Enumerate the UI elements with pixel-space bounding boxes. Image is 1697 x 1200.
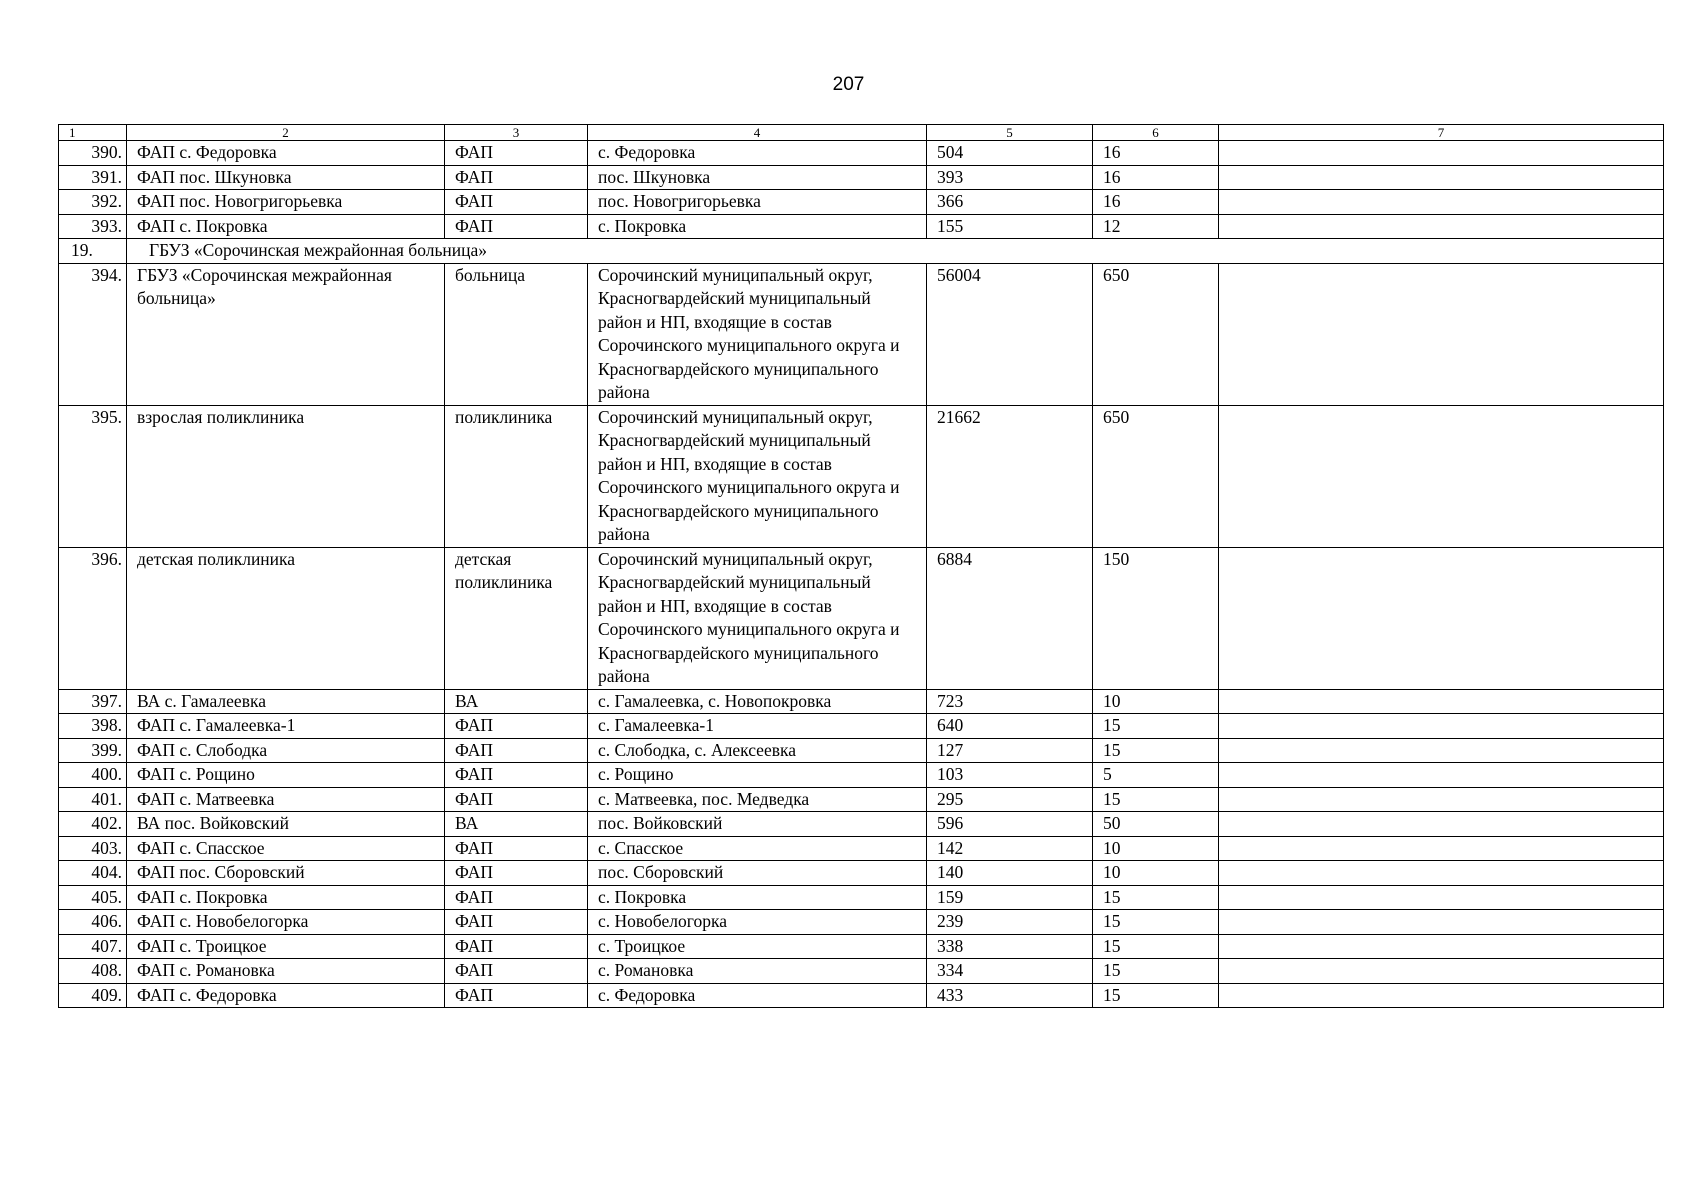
service-area: с. Гамалеевка-1 [588,714,927,739]
column-number: 1 [59,125,127,141]
facility-type: ФАП [445,214,588,239]
travel-time: 16 [1093,190,1219,215]
facility-type: ФАП [445,910,588,935]
population: 334 [927,959,1093,984]
note-cell [1219,689,1664,714]
travel-time: 650 [1093,405,1219,547]
row-number: 403. [59,836,127,861]
service-area: с. Троицкое [588,934,927,959]
facility-name: ФАП с. Слободка [127,738,445,763]
travel-time: 15 [1093,738,1219,763]
column-number: 6 [1093,125,1219,141]
note-cell [1219,165,1664,190]
section-row [59,239,1664,264]
travel-time: 50 [1093,812,1219,837]
service-area: с. Спасское [588,836,927,861]
travel-time: 10 [1093,861,1219,886]
table-row [59,405,1664,547]
facility-type: ФАП [445,165,588,190]
service-area: с. Новобелогорка [588,910,927,935]
service-area: Сорочинский муниципальный округ, Красногвардейский муниципальный район и НП, входящие в состав Сорочинского муниципального округа и Красногвардейского муниципального района [588,405,927,547]
travel-time: 15 [1093,714,1219,739]
service-area: с. Федоровка [588,141,927,166]
population: 140 [927,861,1093,886]
service-area: с. Покровка [588,885,927,910]
facility-type: ФАП [445,885,588,910]
column-number-row [59,125,1664,141]
population: 127 [927,738,1093,763]
population: 723 [927,689,1093,714]
section-title: ГБУЗ «Сорочинская межрайонная больница» [149,240,488,260]
note-cell [1219,738,1664,763]
population: 239 [927,910,1093,935]
facility-type: ФАП [445,141,588,166]
note-cell [1219,812,1664,837]
column-number: 4 [588,125,927,141]
facility-name: ГБУЗ «Сорочинская межрайонная больница» [127,263,445,405]
page-number: 207 [832,74,865,95]
service-area: пос. Сборовский [588,861,927,886]
row-number: 394. [59,263,127,405]
table-row [59,934,1664,959]
facility-name: взрослая поликлиника [127,405,445,547]
table-row [59,547,1664,689]
travel-time: 12 [1093,214,1219,239]
table-row [59,861,1664,886]
row-number: 402. [59,812,127,837]
table-row [59,812,1664,837]
population: 596 [927,812,1093,837]
row-number: 405. [59,885,127,910]
facility-type: детская поликлиника [445,547,588,689]
facility-name: ФАП с. Федоровка [127,983,445,1008]
facility-name: ФАП с. Романовка [127,959,445,984]
population: 103 [927,763,1093,788]
facility-name: ВА с. Гамалеевка [127,689,445,714]
facility-name: ФАП с. Троицкое [127,934,445,959]
facility-name: ФАП с. Покровка [127,214,445,239]
table-row [59,190,1664,215]
column-number: 5 [927,125,1093,141]
row-number: 408. [59,959,127,984]
facility-name: ВА пос. Войковский [127,812,445,837]
table-row [59,836,1664,861]
table-row [59,263,1664,405]
facility-type: ФАП [445,787,588,812]
service-area: Сорочинский муниципальный округ, Красногвардейский муниципальный район и НП, входящие в состав Сорочинского муниципального округа и Красногвардейского муниципального района [588,547,927,689]
note-cell [1219,763,1664,788]
column-number: 3 [445,125,588,141]
note-cell [1219,405,1664,547]
note-cell [1219,861,1664,886]
travel-time: 15 [1093,983,1219,1008]
table-row [59,959,1664,984]
population: 504 [927,141,1093,166]
row-number: 393. [59,214,127,239]
row-number: 399. [59,738,127,763]
service-area: пос. Новогригорьевка [588,190,927,215]
facility-type: ФАП [445,714,588,739]
table-row [59,214,1664,239]
note-cell [1219,214,1664,239]
note-cell [1219,547,1664,689]
facility-type: больница [445,263,588,405]
section-title-cell [127,239,1664,264]
note-cell [1219,141,1664,166]
row-number: 392. [59,190,127,215]
row-number: 395. [59,405,127,547]
service-area: с. Федоровка [588,983,927,1008]
service-area: с. Гамалеевка, с. Новопокровка [588,689,927,714]
service-area: с. Покровка [588,214,927,239]
row-number: 409. [59,983,127,1008]
travel-time: 15 [1093,959,1219,984]
travel-time: 15 [1093,910,1219,935]
population: 6884 [927,547,1093,689]
note-cell [1219,190,1664,215]
facility-type: ФАП [445,763,588,788]
facilities-table [58,124,1664,1008]
travel-time: 650 [1093,263,1219,405]
population: 640 [927,714,1093,739]
facility-type: поликлиника [445,405,588,547]
table-row [59,763,1664,788]
travel-time: 16 [1093,141,1219,166]
service-area: Сорочинский муниципальный округ, Красногвардейский муниципальный район и НП, входящие в состав Сорочинского муниципального округа и Красногвардейского муниципального района [588,263,927,405]
facility-name: ФАП с. Новобелогорка [127,910,445,935]
facility-name: ФАП пос. Новогригорьевка [127,190,445,215]
note-cell [1219,714,1664,739]
row-number: 397. [59,689,127,714]
table-row [59,910,1664,935]
facility-name: ФАП пос. Сборовский [127,861,445,886]
note-cell [1219,910,1664,935]
service-area: с. Слободка, с. Алексеевка [588,738,927,763]
service-area: с. Матвеевка, пос. Медведка [588,787,927,812]
table-body [59,125,1664,1008]
population: 433 [927,983,1093,1008]
service-area: с. Романовка [588,959,927,984]
travel-time: 15 [1093,934,1219,959]
population: 295 [927,787,1093,812]
note-cell [1219,836,1664,861]
note-cell [1219,885,1664,910]
facility-type: ФАП [445,934,588,959]
travel-time: 15 [1093,787,1219,812]
row-number: 400. [59,763,127,788]
table-row [59,885,1664,910]
section-number: 19. [59,239,127,264]
travel-time: 10 [1093,689,1219,714]
column-number: 2 [127,125,445,141]
column-number: 7 [1219,125,1664,141]
facility-type: ФАП [445,190,588,215]
facility-name: детская поликлиника [127,547,445,689]
travel-time: 150 [1093,547,1219,689]
row-number: 398. [59,714,127,739]
population: 155 [927,214,1093,239]
row-number: 390. [59,141,127,166]
note-cell [1219,934,1664,959]
population: 338 [927,934,1093,959]
note-cell [1219,959,1664,984]
service-area: с. Рощино [588,763,927,788]
facility-name: ФАП с. Федоровка [127,141,445,166]
facility-name: ФАП пос. Шкуновка [127,165,445,190]
facility-name: ФАП с. Матвеевка [127,787,445,812]
facility-type: ФАП [445,983,588,1008]
table-row [59,983,1664,1008]
facility-name: ФАП с. Покровка [127,885,445,910]
facility-type: ВА [445,689,588,714]
row-number: 396. [59,547,127,689]
population: 21662 [927,405,1093,547]
note-cell [1219,787,1664,812]
travel-time: 16 [1093,165,1219,190]
facility-name: ФАП с. Рощино [127,763,445,788]
table-row [59,787,1664,812]
note-cell [1219,983,1664,1008]
service-area: пос. Войковский [588,812,927,837]
table-row [59,714,1664,739]
population: 142 [927,836,1093,861]
population: 56004 [927,263,1093,405]
facility-name: ФАП с. Спасское [127,836,445,861]
row-number: 407. [59,934,127,959]
row-number: 391. [59,165,127,190]
facility-type: ФАП [445,836,588,861]
facility-name: ФАП с. Гамалеевка-1 [127,714,445,739]
population: 159 [927,885,1093,910]
row-number: 406. [59,910,127,935]
table-row [59,165,1664,190]
note-cell [1219,263,1664,405]
table-row [59,738,1664,763]
travel-time: 10 [1093,836,1219,861]
row-number: 401. [59,787,127,812]
service-area: пос. Шкуновка [588,165,927,190]
row-number: 404. [59,861,127,886]
facility-type: ФАП [445,861,588,886]
facility-type: ФАП [445,738,588,763]
population: 393 [927,165,1093,190]
travel-time: 15 [1093,885,1219,910]
travel-time: 5 [1093,763,1219,788]
facility-type: ФАП [445,959,588,984]
population: 366 [927,190,1093,215]
table-row [59,141,1664,166]
facility-type: ВА [445,812,588,837]
table-row [59,689,1664,714]
